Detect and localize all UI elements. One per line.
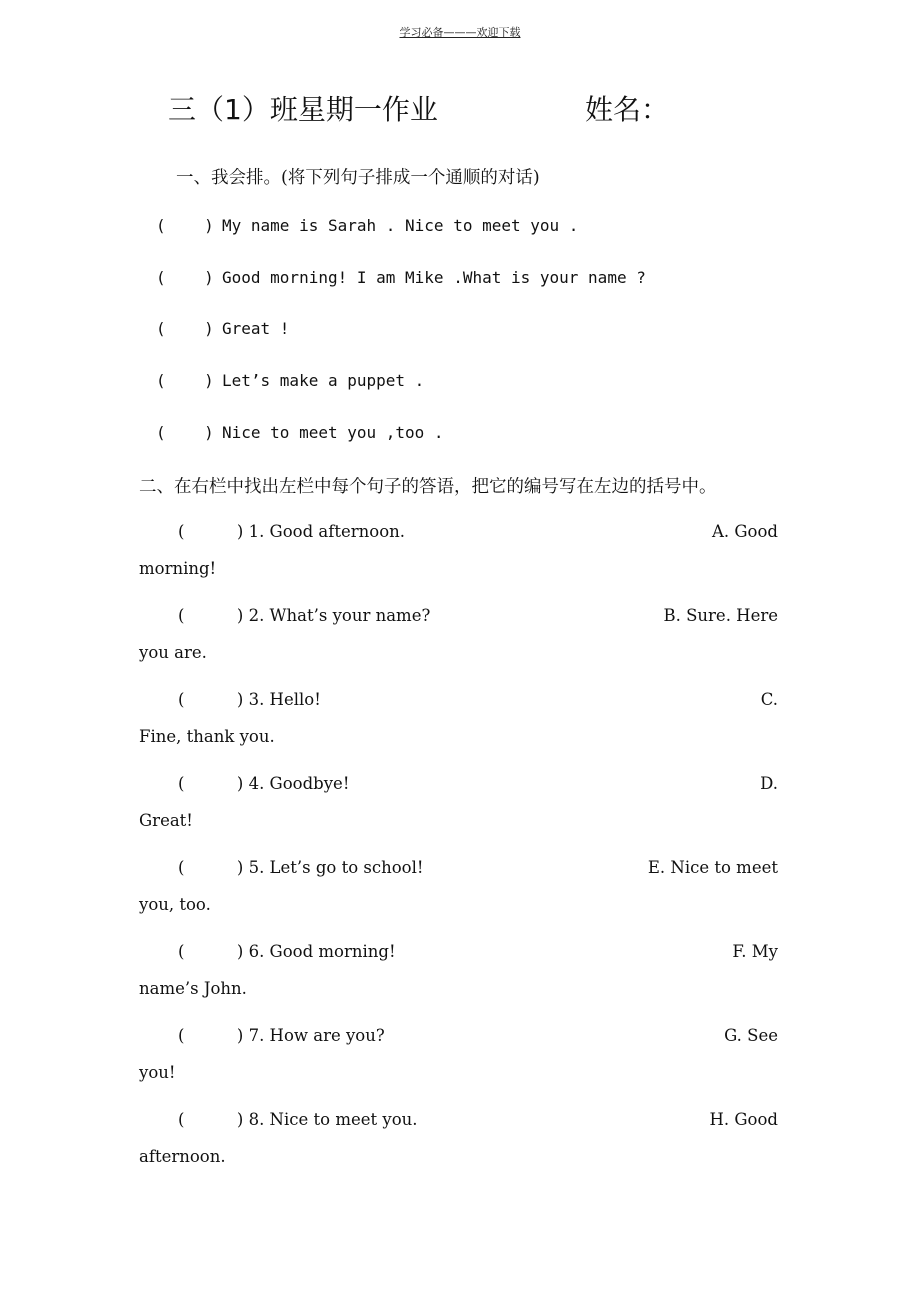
section2-heading: 二、在右栏中找出左栏中每个句子的答语，把它的编号写在左边的括号中。	[139, 477, 717, 497]
s2-item-7-left[interactable]: ( ) 7. How are you?	[178, 1026, 385, 1045]
s1-sentence-4: Let’s make a puppet .	[222, 371, 425, 390]
s2-item-4-right: D.	[760, 774, 778, 793]
s2-item-2-wrap: you are.	[139, 643, 207, 662]
s1-bracket-2[interactable]: ( )	[156, 268, 214, 287]
s2-item-8-left[interactable]: ( ) 8. Nice to meet you.	[178, 1110, 418, 1129]
s2-item-3-wrap: Fine, thank you.	[139, 727, 275, 746]
s1-sentence-1: My name is Sarah . Nice to meet you .	[222, 216, 579, 235]
s1-sentence-2: Good morning! I am Mike .What is your name ?	[222, 268, 646, 287]
s2-item-7-right: G. See	[724, 1026, 778, 1045]
s1-sentence-3: Great !	[222, 319, 290, 338]
s2-item-6-right: F. My	[732, 942, 778, 961]
s2-item-6-left[interactable]: ( ) 6. Good morning!	[178, 942, 396, 961]
s1-bracket-1[interactable]: ( )	[156, 216, 214, 235]
page-header: 学习必备———欢迎下载	[399, 26, 521, 39]
s2-item-3-left[interactable]: ( ) 3. Hello!	[178, 690, 321, 709]
s2-item-4-wrap: Great!	[139, 811, 193, 830]
name-label: 姓名：	[585, 93, 670, 126]
s2-item-1-left[interactable]: ( ) 1. Good afternoon.	[178, 522, 406, 541]
s2-item-5-right: E. Nice to meet	[647, 858, 778, 877]
s2-item-8-wrap: afternoon.	[139, 1147, 226, 1166]
s2-item-3-right: C.	[760, 690, 778, 709]
s2-item-1-wrap: morning!	[139, 559, 217, 578]
s2-item-5-wrap: you, too.	[139, 895, 211, 914]
s2-item-7-wrap: you!	[139, 1063, 176, 1082]
s2-item-6-wrap: name’s John.	[139, 979, 247, 998]
s1-sentence-5: Nice to meet you ,too .	[222, 423, 444, 442]
s2-item-2-right: B. Sure. Here	[663, 606, 778, 625]
s2-item-2-left[interactable]: ( ) 2. What’s your name?	[178, 606, 431, 625]
s2-item-8-right: H. Good	[709, 1110, 778, 1129]
s1-bracket-4[interactable]: ( )	[156, 371, 214, 390]
page-title: 三（1）班星期一作业	[168, 93, 438, 126]
s1-bracket-5[interactable]: ( )	[156, 423, 214, 442]
s2-item-4-left[interactable]: ( ) 4. Goodbye!	[178, 774, 350, 793]
s1-bracket-3[interactable]: ( )	[156, 319, 214, 338]
section1-heading: 一、我会排。(将下列句子排成一个通顺的对话)	[176, 168, 540, 188]
s2-item-1-right: A. Good	[711, 522, 778, 541]
s2-item-5-left[interactable]: ( ) 5. Let’s go to school!	[178, 858, 424, 877]
